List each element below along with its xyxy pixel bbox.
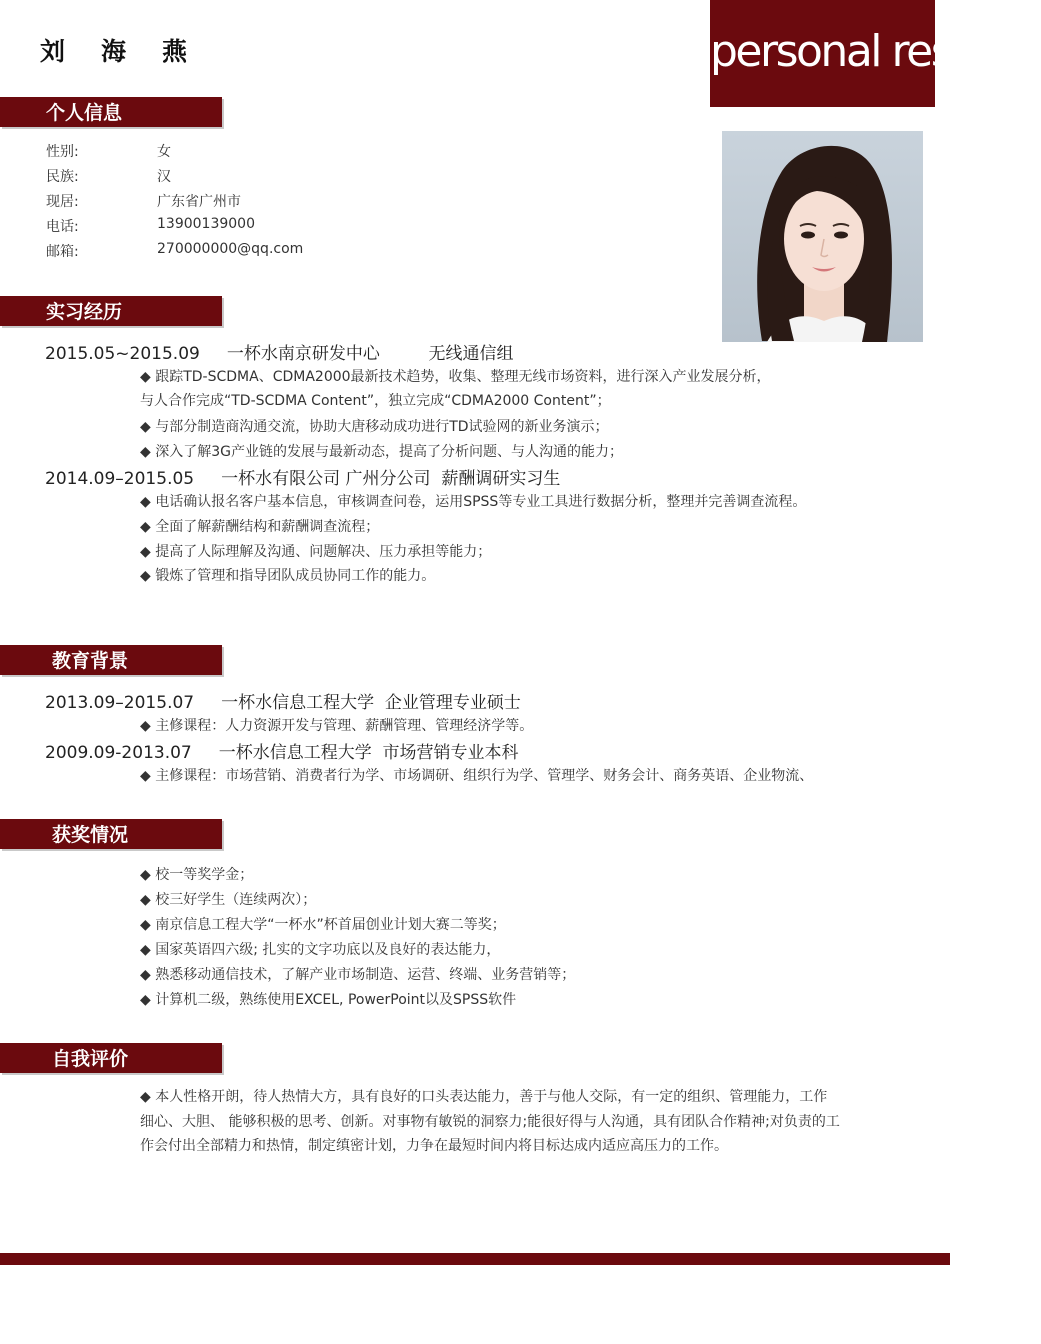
award-item-5: ◆ 熟悉移动通信技术，了解产业市场制造、运营、终端、业务营销等； (140, 967, 576, 983)
section-header-intern (0, 296, 222, 326)
edu-entry-2-header: 2009.09-2013.07 一杯水信息工程大学 市场营销专业本科 (45, 743, 519, 763)
edu-entry-1-header: 2013.09–2015.07 一杯水信息工程大学 企业管理专业硕士 (45, 693, 521, 713)
section-header-info (0, 97, 222, 127)
info-value-ethnic: 汉 (157, 169, 171, 185)
section-title-intern: 实习经历 (46, 301, 123, 323)
self-evaluation-text: ◆ 本人性格开朗，待人热情大方，具有良好的口头表达能力，善于与他人交际，有一定的组织、管理能力，工作细心、大胆、 能够积极的思考、创新。对事物有敏锐的洞察力;能很好得与人沟通，具有团队合作精神;对负责的工作会付出全部精力和热情，制定缜密计划，力争在最短时间内将目标达成内适应高压力的工作。 (140, 1089, 840, 1154)
award-item-4: ◆ 国家英语四六级; 扎实的文字功底以及良好的表达能力， (140, 942, 501, 958)
candidate-name (40, 32, 223, 68)
section-header-edu (0, 645, 222, 675)
award-item-6: ◆ 计算机二级，熟练使用EXCEL, PowerPoint以及SPSS软件 (140, 992, 517, 1008)
intern-entry-2-bullet-1: ◆ 电话确认报名客户基本信息，审核调查问卷，运用SPSS等专业工具进行数据分析，整理并完善调查流程。 (140, 494, 807, 510)
info-value-phone: 13900139000 (157, 216, 255, 232)
award-item-3: ◆ 南京信息工程大学“一杯水”杯首届创业计划大赛二等奖； (140, 917, 506, 933)
intern-entry-2-bullet-3: ◆ 提高了人际理解及沟通、问题解决、压力承担等能力； (140, 544, 492, 560)
award-item-1: ◆ 校一等奖学金； (140, 867, 254, 883)
name-char-1: 刘 (40, 37, 66, 66)
brand-title: personal resume (710, 26, 1041, 77)
info-value-residence: 广东省广州市 (157, 194, 241, 210)
footer-bar (0, 1253, 950, 1265)
portrait-illustration (722, 131, 923, 342)
intern-entry-1-bullet-3: ◆ 深入了解3G产业链的发展与最新动态，提高了分析问题、与人沟通的能力； (140, 444, 623, 460)
award-item-2: ◆ 校三好学生（连续两次）； (140, 892, 317, 908)
intern-entry-2-bullet-4: ◆ 锻炼了管理和指导团队成员协同工作的能力。 (140, 568, 436, 584)
profile-photo (722, 131, 923, 342)
info-label-gender: 性别: (46, 144, 79, 160)
info-value-email: 270000000@qq.com (157, 241, 304, 257)
intern-entry-1-bullet-1: ◆ 跟踪TD-SCDMA、CDMA2000最新技术趋势，收集、整理无线市场资料，进行深入产业发展分析， (140, 369, 771, 385)
info-label-email: 邮箱: (46, 244, 79, 260)
name-char-2: 海 (101, 37, 127, 66)
edu-entry-2-bullet: ◆ 主修课程：市场营销、消费者行为学、市场调研、组织行为学、管理学、财务会计、商务英语、企业物流、 (140, 768, 814, 784)
intern-entry-2-header: 2014.09–2015.05 一杯水有限公司 广州分公司 薪酬调研实习生 (45, 469, 561, 489)
info-label-phone: 电话: (46, 219, 79, 235)
section-title-edu: 教育背景 (52, 650, 129, 672)
intern-entry-1-header: 2015.05~2015.09 一杯水南京研发中心 无线通信组 (45, 344, 514, 364)
section-title-info: 个人信息 (46, 102, 123, 124)
intern-entry-1-bullet-1-cont: 与人合作完成“TD-SCDMA Content”，独立完成“CDMA2000 Content”； (140, 393, 611, 409)
section-title-awards: 获奖情况 (52, 824, 129, 846)
intern-entry-2-bullet-2: ◆ 全面了解薪酬结构和薪酬调查流程； (140, 519, 380, 535)
info-value-gender: 女 (157, 144, 171, 160)
info-label-ethnic: 民族: (46, 169, 79, 185)
name-char-3: 燕 (162, 37, 188, 66)
brand-block (710, 0, 1041, 107)
section-header-awards (0, 819, 222, 849)
intern-entry-1-bullet-2: ◆ 与部分制造商沟通交流，协助大唐移动成功进行TD试验网的新业务演示； (140, 419, 609, 435)
section-header-self (0, 1043, 222, 1073)
edu-entry-1-bullet: ◆ 主修课程：人力资源开发与管理、薪酬管理、管理经济学等。 (140, 718, 534, 734)
section-title-self: 自我评价 (52, 1048, 129, 1070)
info-label-residence: 现居: (46, 194, 79, 210)
